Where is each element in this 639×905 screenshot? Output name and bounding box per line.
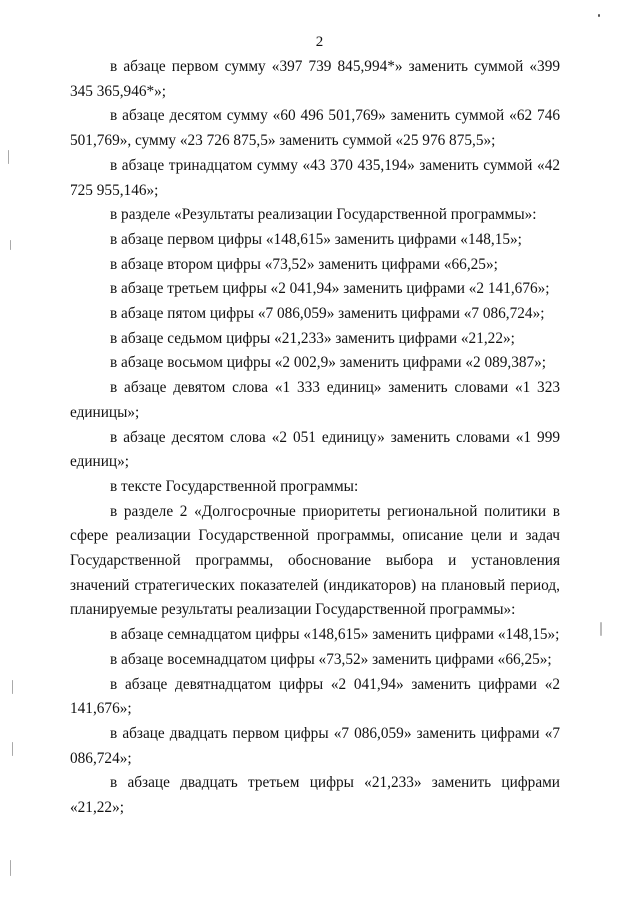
paragraph-15: в абзаце семнадцатом цифры «148,615» заменить цифрами «148,15»; xyxy=(110,626,560,644)
paragraph-18: в абзаце двадцать первом цифры «7 086,059» заменить цифрами «7 086,724»; xyxy=(70,724,560,767)
paragraph-6: в абзаце втором цифры «73,52» заменить цифрами «66,25»; xyxy=(110,255,498,273)
paragraph-5: в абзаце первом цифры «148,615» заменить цифрами «148,15»; xyxy=(110,230,522,248)
scan-speck xyxy=(598,14,600,17)
paragraph-19: в абзаце двадцать третьем цифры «21,233» заменить цифрами «21,22»; xyxy=(70,774,560,817)
paragraph-2: в абзаце десятом сумму «60 496 501,769» заменить суммой «62 746 501,769», сумму «23 726 875,5» заменить суммой «25 976 875,5»; xyxy=(70,107,560,150)
paragraph-14: в разделе 2 «Долгосрочные приоритеты региональной политики в сфере реализации Государственной программы, описание цели и задач Государственной программы, обоснование выбора и установления значений стратегических показателей (индикаторов) на плановый период, планируемые результаты реализации Государственной программы»: xyxy=(70,502,560,619)
paragraph-13: в тексте Государственной программы: xyxy=(110,477,359,495)
paragraph-3: в абзаце тринадцатом сумму «43 370 435,194» заменить суммой «42 725 955,146»; xyxy=(70,156,560,199)
paragraph-11: в абзаце девятом слова «1 333 единиц» заменить словами «1 323 единицы»; xyxy=(70,379,560,421)
paragraph-17: в абзаце девятнадцатом цифры «2 041,94» заменить цифрами «2 141,676»; xyxy=(70,675,560,718)
paragraph-1: в абзаце первом сумму «397 739 845,994*» заменить суммой «399 345 365,946*»; xyxy=(70,58,560,100)
scan-speck xyxy=(10,860,11,876)
paragraph-9: в абзаце седьмом цифры «21,233» заменить цифрами «21,22»; xyxy=(110,329,515,347)
scan-speck xyxy=(12,680,13,694)
scan-speck xyxy=(8,150,9,164)
paragraph-4: в разделе «Результаты реализации Государственной программы»: xyxy=(110,206,537,224)
page-number: 2 xyxy=(315,34,324,50)
scan-speck xyxy=(12,742,13,756)
paragraph-7: в абзаце третьем цифры «2 041,94» заменить цифрами «2 141,676»; xyxy=(110,280,550,298)
paragraph-8: в абзаце пятом цифры «7 086,059» заменить цифрами «7 086,724»; xyxy=(110,305,545,323)
document-body xyxy=(70,55,560,821)
paragraph-10: в абзаце восьмом цифры «2 002,9» заменить цифрами «2 089,387»; xyxy=(110,354,547,372)
scan-speck xyxy=(600,622,602,636)
paragraph-12: в абзаце десятом слова «2 051 единицу» заменить словами «1 999 единиц»; xyxy=(70,428,560,471)
paragraph-16: в абзаце восемнадцатом цифры «73,52» заменить цифрами «66,25»; xyxy=(110,650,552,668)
scan-speck xyxy=(10,240,11,250)
